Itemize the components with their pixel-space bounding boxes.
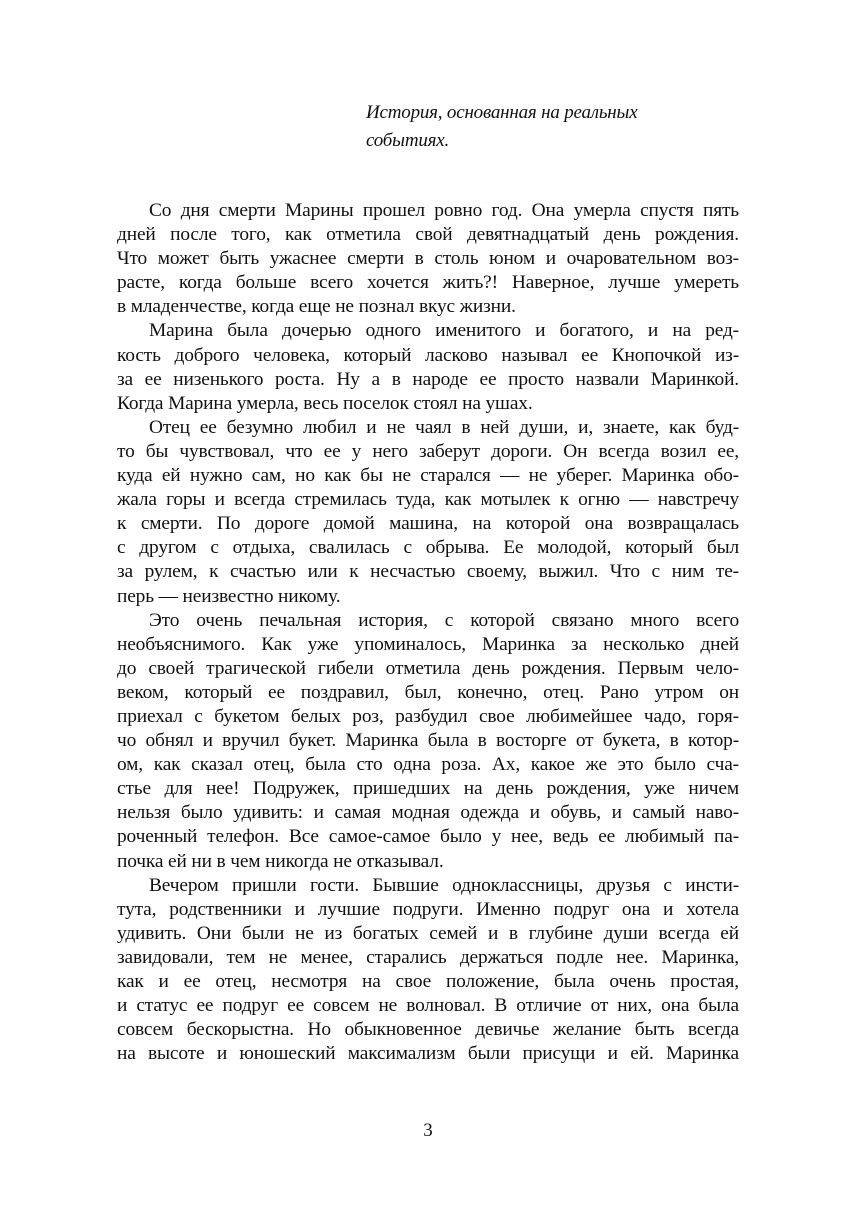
text-line: Со дня смерти Марины прошел ровно год. Она умерла спустя пять — [149, 200, 739, 221]
text-line: необъяснимого. Как уже упоминалось, Маринка за несколько дней — [117, 633, 739, 655]
text-line: куда ей нужно сам, но как бы не старался — не уберег. Маринка обо- — [117, 465, 739, 487]
text-line: нельзя было удивить: и самая модная одежда и обувь, и самый наво- — [117, 802, 739, 824]
text-line: удивить. Они были не из богатых семей и в глубине души всегда ей — [117, 922, 739, 944]
text-line: в младенчестве, когда еще не познал вкус жизни. — [117, 296, 516, 318]
text-line: роченный телефон. Все самое-самое было у нее, ведь ее любимый па- — [117, 826, 739, 848]
text-line: совсем бескорыстна. Но обыкновенное девичье желание быть всегда — [117, 1019, 739, 1041]
text-line: завидовали, тем не менее, старались держаться подле нее. Маринка, — [117, 946, 739, 968]
paragraph — [117, 609, 739, 874]
text-line: Отец ее безумно любил и не чаял в ней души, и, знаете, как буд- — [149, 416, 739, 438]
text-line: и статус ее подруг ее совсем не волновал. В отличие от них, она была — [117, 995, 739, 1017]
text-line: жала горы и всегда стремилась туда, как мотылек к огню — навстречу — [117, 489, 739, 511]
epigraph-line: История, основанная на реальных — [366, 102, 638, 123]
text-line: Вечером пришли гости. Бывшие одноклассницы, друзья с инсти- — [149, 874, 739, 896]
text-line: с другом с отдыха, свалилась с обрыва. Ее молодой, который был — [117, 537, 739, 559]
text-line: веком, который ее поздравил, был, конечно, отец. Рано утром он — [117, 681, 739, 703]
text-line: к смерти. По дороге домой машина, на которой она возвращалась — [117, 513, 739, 535]
text-line: Марина была дочерью одного именитого и богатого, и на ред- — [149, 320, 739, 342]
text-line: на высоте и юношеский максимализм были присущи и ей. Маринка — [117, 1043, 739, 1065]
epigraph-line: событиях. — [366, 130, 450, 151]
text-line: расте, когда больше всего хочется жить?! Наверное, лучше умереть — [117, 272, 739, 294]
paragraph — [117, 874, 739, 1067]
text-line: тута, родственники и лучшие подруги. Именно подруг она и хотела — [117, 898, 739, 920]
text-line: приехал с букетом белых роз, разбудил свое любимейшее чадо, горя- — [117, 705, 739, 727]
paragraph — [117, 199, 739, 319]
text-line: до своей трагической гибели отметила день рождения. Первым чело- — [117, 657, 739, 679]
epigraph — [366, 99, 666, 155]
text-line: за ее низенького роста. Ну а в народе ее просто назвали Маринкой. — [117, 368, 739, 390]
text-line: как и ее отец, несмотря на свое положение, была очень простая, — [117, 971, 739, 992]
page-number: 3 — [423, 1120, 433, 1141]
text-line: то бы чувствовал, что ее у него заберут дороги. Он всегда возил ее, — [117, 440, 739, 462]
text-line: стье для нее! Подружек, пришедших на день рождения, уже ничем — [117, 778, 739, 800]
paragraph — [117, 416, 739, 609]
text-line: за рулем, к счастью или к несчастью своему, выжил. Что с ним те- — [117, 561, 739, 583]
text-line: Это очень печальная история, с которой связано много всего — [149, 609, 739, 631]
text-line: перь — неизвестно никому. — [117, 585, 341, 607]
text-line: чо обнял и вручил букет. Маринка была в восторге от букета, в котор- — [117, 730, 739, 752]
text-line: кость доброго человека, который ласково называл ее Кнопочкой из- — [117, 344, 739, 366]
text-line: Что может быть ужаснее смерти в столь юном и очаровательном воз- — [117, 248, 739, 270]
text-line: дней после того, как отметила свой девятнадцатый день рождения. — [117, 224, 739, 246]
text-line: почка ей ни в чем никогда не отказывал. — [117, 850, 444, 872]
text-line: Когда Марина умерла, весь поселок стоял на ушах. — [117, 392, 533, 414]
text-line: ом, как сказал отец, была сто одна роза. Ах, какое же это было сча- — [117, 754, 739, 776]
body-text — [117, 199, 739, 1066]
paragraph — [117, 319, 739, 415]
